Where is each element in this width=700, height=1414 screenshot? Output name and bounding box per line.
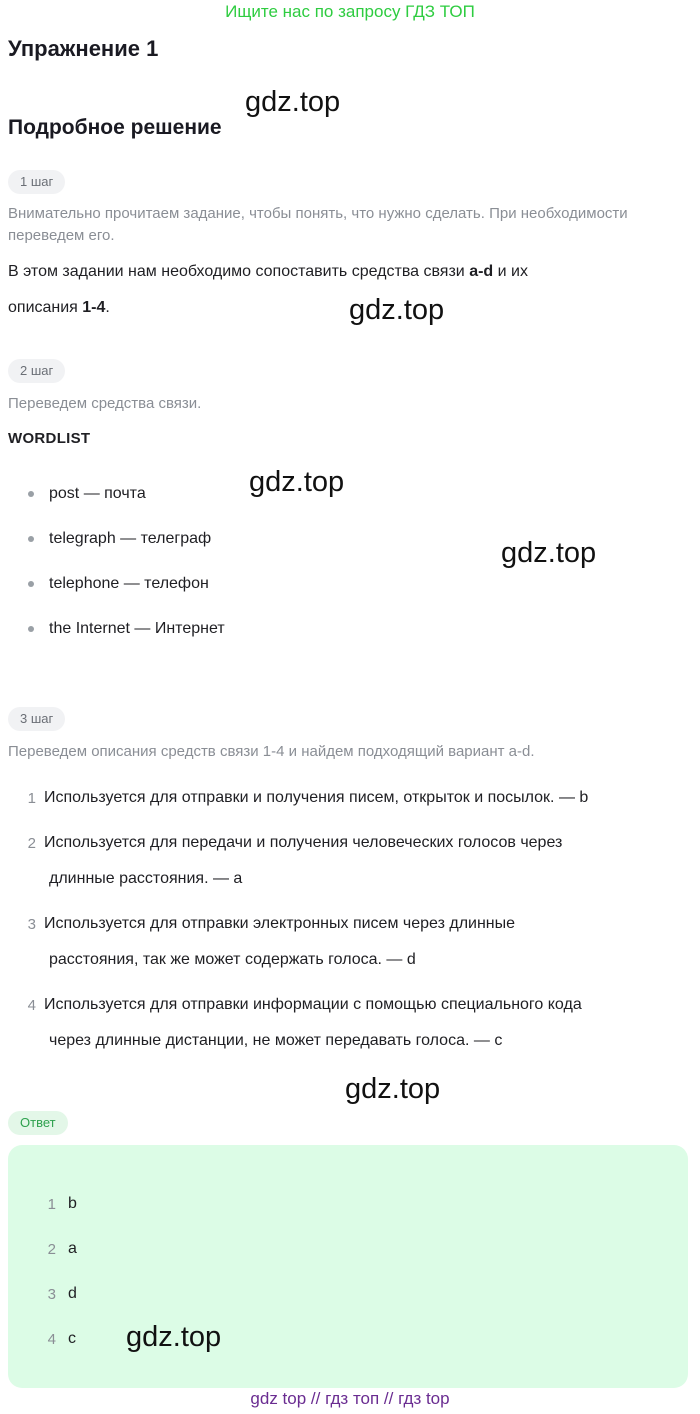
answer-value: d [68,1285,77,1302]
step-1-text [8,254,688,326]
watermark: gdz.top [349,294,445,326]
step-1-bold-range: 1-4 [82,299,106,316]
list-item-line: расстояния, так же может содержать голоса. — d [49,951,416,968]
list-item [44,987,684,1059]
wordlist-item: telephone — телефон [49,575,209,592]
search-banner: Ищите нас по запросу ГДЗ ТОП [225,2,475,21]
step-1-hint: Внимательно прочитаем задание, чтобы понять, что нужно сделать. При необходимости переведем его. [8,205,628,244]
bullet-icon [28,581,34,587]
list-number: 1 [27,790,36,807]
step-2-hint: Переведем средства связи. [8,395,202,412]
list-item-line: Используется для отправки электронных писем через длинные [44,915,516,932]
bullet-icon [28,491,34,497]
watermark: gdz.top [249,466,345,498]
step-badge-3: 3 шаг [8,707,65,731]
list-item-line: длинные расстояния. — a [49,870,243,887]
list-number: 4 [27,997,36,1014]
answer-box [8,1145,688,1388]
list-item [44,825,684,897]
watermark: gdz.top [245,86,341,118]
bullet-icon [28,626,34,632]
answer-number: 1 [47,1196,56,1213]
wordlist-item: telegraph — телеграф [49,530,212,547]
list-item-line: Используется для передачи и получения человеческих голосов через [44,834,563,851]
answer-number: 3 [47,1286,56,1303]
list-number: 2 [27,835,36,852]
list-item [44,780,684,816]
section-title: Подробное решение [8,116,222,139]
footer-links: gdz top // гдз топ // гдз top [250,1389,450,1408]
step-1-text-part: В этом задании нам необходимо сопоставить средства связи [8,263,470,280]
page-title: Упражнение 1 [8,36,159,61]
step-3-hint: Переведем описания средств связи 1-4 и найдем подходящий вариант a-d. [8,743,535,760]
answer-badge: Ответ [8,1111,68,1135]
list-item-line: Используется для отправки информации с помощью специального кода [44,996,582,1013]
answer-value: c [68,1330,76,1347]
list-number: 3 [27,916,36,933]
step-1-text-part: . [105,299,110,316]
bullet-icon [28,536,34,542]
step-1-bold-range: a-d [469,263,494,280]
watermark: gdz.top [501,537,597,569]
watermark: gdz.top [345,1073,441,1105]
watermark: gdz.top [126,1321,222,1353]
wordlist-item: the Internet — Интернет [49,620,225,637]
step-badge-1: 1 шаг [8,170,65,194]
step-badge-2: 2 шаг [8,359,65,383]
list-item-line: Используется для отправки и получения писем, открыток и посылок. — b [44,789,589,806]
answer-value: b [68,1195,77,1212]
step-1-text-part: описания [8,299,83,316]
answer-number: 2 [47,1241,56,1258]
list-item-line: через длинные дистанции, не может передавать голоса. — c [49,1032,503,1049]
wordlist-item: post — почта [49,485,146,502]
list-item [44,906,684,978]
answer-value: a [68,1240,77,1257]
step-1-text-part: и их [493,263,528,280]
wordlist-heading: WORDLIST [8,430,91,447]
answer-number: 4 [47,1331,56,1348]
